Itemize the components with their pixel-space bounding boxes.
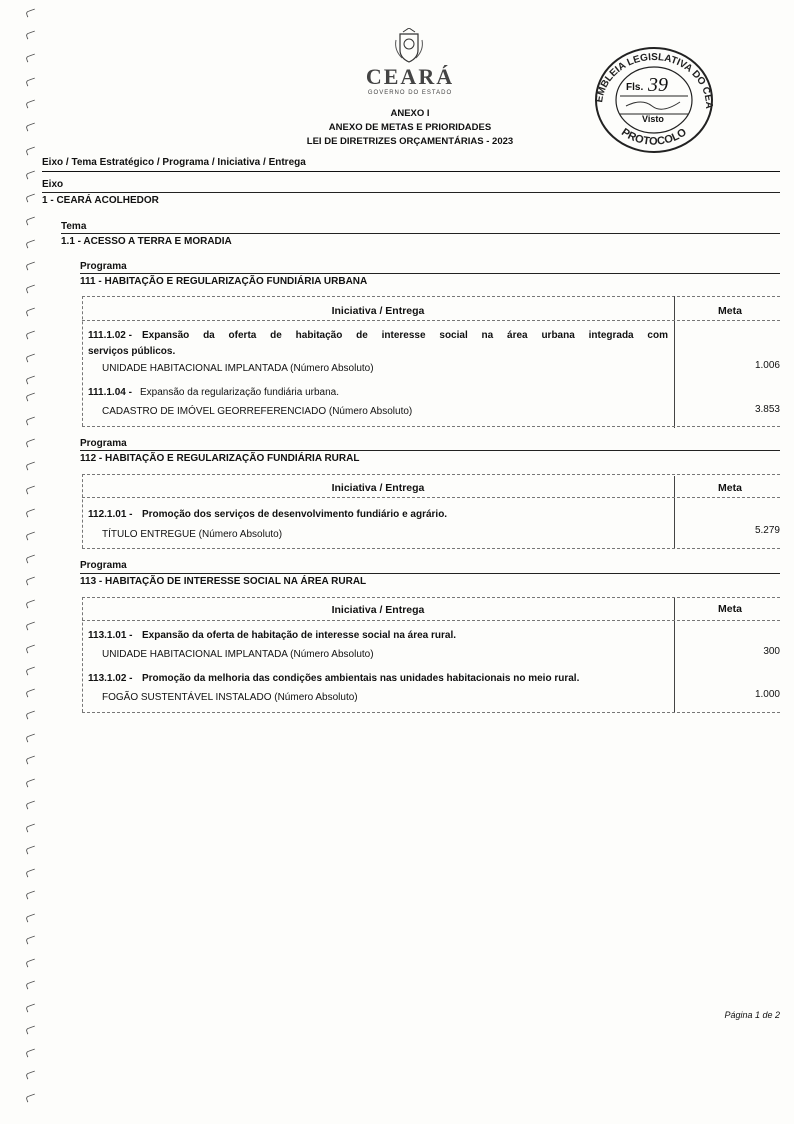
- initiative-description: Expansão da oferta de habitação de interesse social na área rural.: [142, 630, 457, 641]
- initiative-description: Promoção dos serviços de desenvolvimento fundiário e agrário.: [142, 509, 448, 520]
- table-border: [82, 296, 780, 297]
- stamp-bottom-text: PROTOCOLO: [619, 126, 689, 148]
- column-header-iniciativa: Iniciativa / Entrega: [331, 482, 425, 494]
- table-border: [82, 474, 780, 475]
- divider: [42, 171, 780, 172]
- table-border: [674, 296, 675, 428]
- state-name: CEARÁ: [365, 64, 455, 89]
- table-border: [82, 426, 780, 427]
- meta-value: 1.000: [754, 689, 780, 700]
- program-label: Programa: [80, 560, 127, 571]
- initiative-code: 113.1.01 -: [88, 630, 133, 641]
- initiative-code: 112.1.01 -: [88, 509, 133, 520]
- table-border: [674, 598, 675, 712]
- stamp-fls-label: Fls.: [626, 82, 644, 93]
- program-label: Programa: [80, 438, 127, 449]
- stamp-top-text: EMBLEIA LEGISLATIVA DO CEA: [594, 51, 715, 109]
- deliverable: TÍTULO ENTREGUE (Número Absoluto): [102, 529, 283, 540]
- initiative-description: Promoção da melhoria das condições ambientais nas unidades habitacionais no meio rural.: [142, 673, 580, 684]
- divider: [61, 233, 780, 234]
- divider: [42, 192, 780, 193]
- table-border: [674, 476, 675, 548]
- deliverable: FOGÃO SUSTENTÁVEL INSTALADO (Número Absoluto): [102, 692, 358, 703]
- table-border: [82, 548, 780, 549]
- annex-subtitle: ANEXO DE METAS E PRIORIDADES: [328, 122, 492, 133]
- divider: [80, 573, 780, 574]
- tema-value: 1.1 - ACESSO A TERRA E MORADIA: [61, 236, 232, 247]
- state-subtitle: GOVERNO DO ESTADO: [367, 90, 453, 96]
- annex-title: ANEXO I: [390, 108, 430, 119]
- table-border: [82, 620, 780, 621]
- stamp-fls-value: 39: [648, 74, 668, 96]
- eixo-label: Eixo: [42, 179, 64, 190]
- divider: [80, 450, 780, 451]
- deliverable: UNIDADE HABITACIONAL IMPLANTADA (Número Absoluto): [102, 363, 374, 374]
- table-border: [82, 497, 780, 498]
- column-header-iniciativa: Iniciativa / Entrega: [331, 604, 425, 616]
- divider: [80, 273, 780, 274]
- page-number: Página 1 de 2: [724, 1010, 780, 1020]
- initiative-code: 111.1.04 -: [88, 387, 132, 398]
- initiative-description: Expansão da regularização fundiária urbana.: [140, 387, 340, 398]
- svg-text:PROTOCOLO: [619, 126, 689, 148]
- deliverable: UNIDADE HABITACIONAL IMPLANTADA (Número Absoluto): [102, 649, 374, 660]
- program-title: 112 - HABITAÇÃO E REGULARIZAÇÃO FUNDIÁRIA RURAL: [80, 453, 360, 464]
- column-header-meta: Meta: [718, 603, 742, 615]
- protocol-stamp: [592, 44, 716, 156]
- table-border: [82, 320, 780, 321]
- initiative-description: Expansão da oferta de habitação de interesse social na área urbana integrada com: [142, 330, 668, 341]
- eixo-value: 1 - CEARÁ ACOLHEDOR: [42, 195, 159, 206]
- initiative-description-cont: serviços públicos.: [88, 346, 176, 357]
- meta-value: 300: [763, 646, 780, 657]
- law-title: LEI DE DIRETRIZES ORÇAMENTÁRIAS - 2023: [306, 136, 514, 147]
- meta-value: 1.006: [754, 360, 780, 371]
- table-border: [82, 712, 780, 713]
- tema-label: Tema: [61, 221, 87, 232]
- table-border: [82, 597, 780, 598]
- stamp-ring: [592, 44, 716, 156]
- column-header-meta: Meta: [718, 305, 742, 317]
- initiative-code: 111.1.02 -: [88, 330, 132, 341]
- column-header-iniciativa: Iniciativa / Entrega: [331, 305, 425, 317]
- structure-label: Eixo / Tema Estratégico / Programa / Iniciativa / Entrega: [42, 157, 306, 168]
- initiative-code: 113.1.02 -: [88, 673, 133, 684]
- meta-value: 5.279: [754, 525, 780, 536]
- program-label: Programa: [80, 261, 127, 272]
- meta-value: 3.853: [754, 404, 780, 415]
- deliverable: CADASTRO DE IMÓVEL GEORREFERENCIADO (Número Absoluto): [102, 406, 413, 417]
- coat-of-arms-icon: [392, 28, 426, 64]
- program-title: 111 - HABITAÇÃO E REGULARIZAÇÃO FUNDIÁRIA URBANA: [80, 276, 368, 287]
- stamp-visto-label: Visto: [642, 114, 664, 124]
- column-header-meta: Meta: [718, 482, 742, 494]
- program-title: 113 - HABITAÇÃO DE INTERESSE SOCIAL NA ÁREA RURAL: [80, 576, 367, 587]
